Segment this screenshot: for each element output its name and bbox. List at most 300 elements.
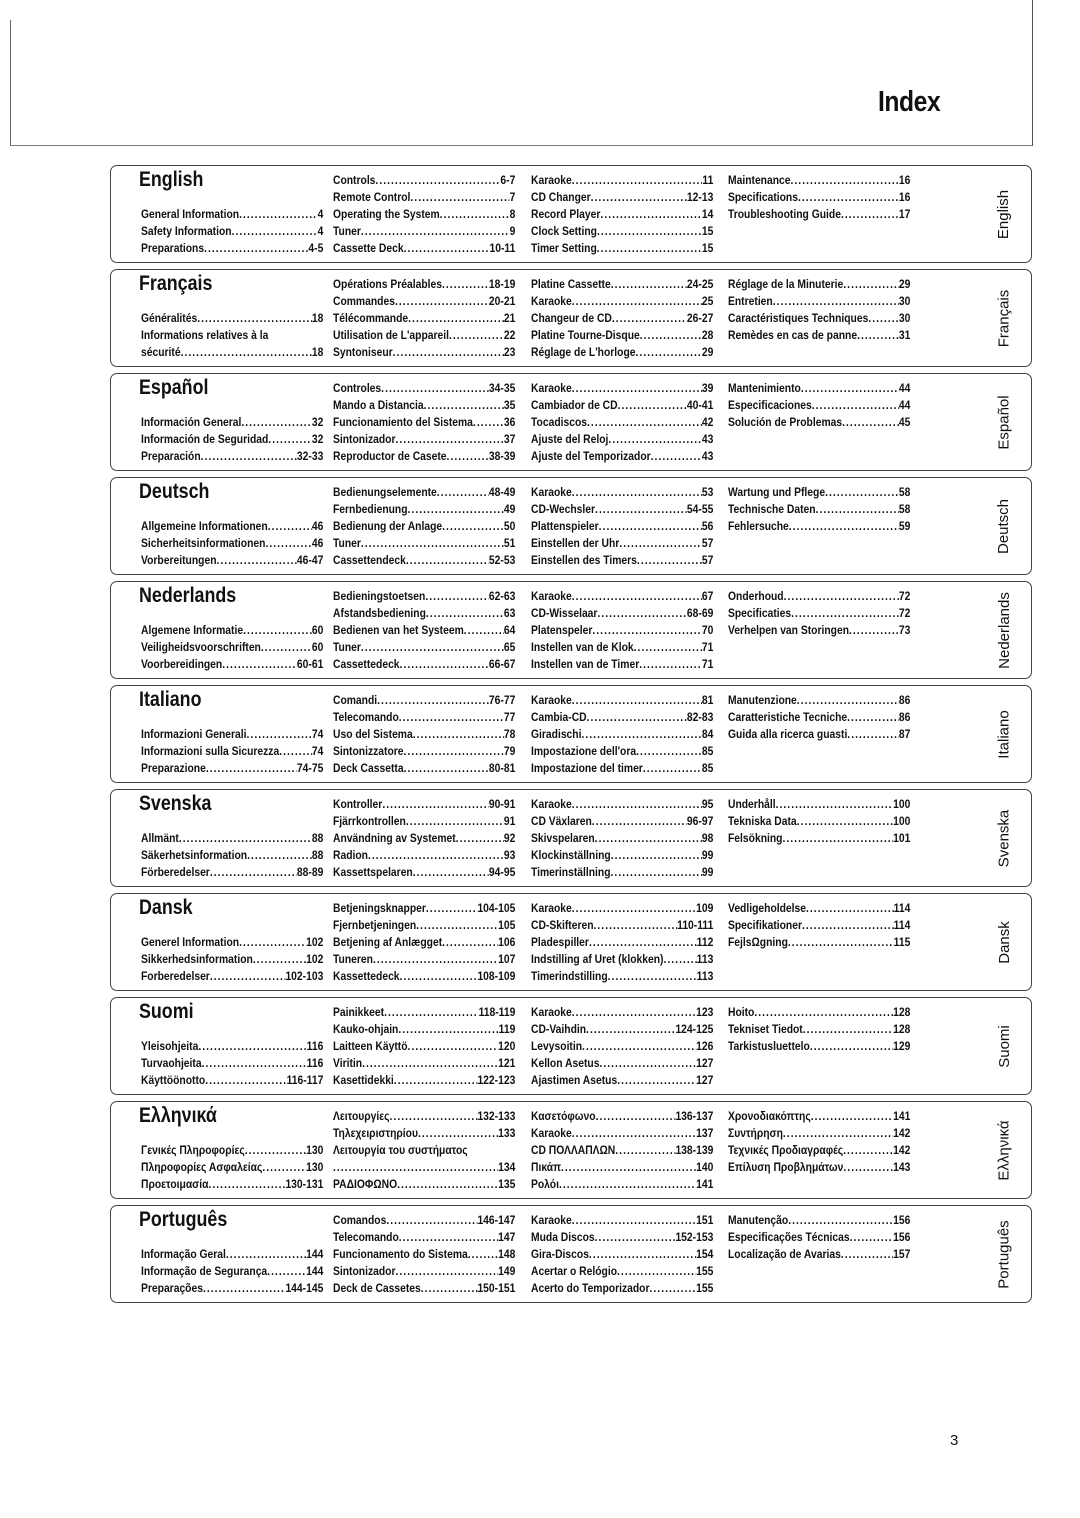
entry-name: Användning av Systemet xyxy=(333,831,456,845)
entry-page: 113 xyxy=(696,969,714,983)
index-entry xyxy=(333,172,515,188)
entry-page: 140 xyxy=(696,1160,714,1174)
entry-page: 84 xyxy=(701,727,714,741)
entry-name: Localização de Avarias xyxy=(728,1247,841,1261)
entry-page: 46 xyxy=(311,519,324,533)
dot-leader xyxy=(265,535,311,551)
index-entry xyxy=(333,414,515,430)
dot-leader xyxy=(561,1159,696,1175)
entry-name: Betjeningsknapper xyxy=(333,901,426,915)
dot-leader xyxy=(810,1038,893,1054)
entry-name: Tarkistusluettelo xyxy=(728,1039,810,1053)
entry-page: 64 xyxy=(503,623,516,637)
entry-page: 18 xyxy=(311,311,324,325)
entry-page: 138-139 xyxy=(675,1143,714,1157)
entry-page: 106 xyxy=(498,935,516,949)
language-tab-label: Español xyxy=(995,394,1013,450)
entry-name: Voorbereidingen xyxy=(141,657,223,671)
dot-leader xyxy=(572,293,702,309)
section-title: Ελληνικά xyxy=(139,1104,217,1127)
index-entry xyxy=(531,900,713,916)
index-entry xyxy=(141,830,323,846)
entry-name: Τεχνικές Προδιαγραφές xyxy=(728,1143,844,1157)
entry-page: 87 xyxy=(898,727,911,741)
index-entry xyxy=(141,622,323,638)
index-entry xyxy=(333,900,515,916)
entry-page: 11 xyxy=(702,173,714,187)
index-entry xyxy=(531,1159,713,1175)
entry-page: 127 xyxy=(696,1056,714,1070)
index-entry xyxy=(531,414,713,430)
entry-name: Specificaties xyxy=(728,606,792,620)
entry-name: Gira-Discos xyxy=(531,1247,589,1261)
section-title: Dansk xyxy=(139,896,193,919)
entry-page: 52-53 xyxy=(488,553,516,567)
dot-leader xyxy=(811,1108,893,1124)
index-entry xyxy=(531,448,713,464)
entry-name: Karaoke xyxy=(531,901,572,915)
section-title: Español xyxy=(139,376,209,399)
index-entry xyxy=(141,864,323,880)
index-entry xyxy=(728,310,910,326)
entry-name: Instellen van de Timer xyxy=(531,657,640,671)
index-entry xyxy=(531,206,713,222)
entry-page: 129 xyxy=(893,1039,911,1053)
entry-name: CD-Wechsler xyxy=(531,502,596,516)
index-entry xyxy=(728,726,910,742)
entry-name: Deck de Cassetes xyxy=(333,1281,421,1295)
entry-name: Impostazione dell'ora xyxy=(531,744,637,758)
entry-name: Specifications xyxy=(728,190,798,204)
index-section xyxy=(110,165,1032,263)
entry-page: 115 xyxy=(893,935,911,949)
index-entry xyxy=(333,796,515,812)
index-entry xyxy=(531,518,713,534)
entry-page: 73 xyxy=(898,623,911,637)
entry-page: 101 xyxy=(893,831,911,845)
index-entry xyxy=(333,864,515,880)
entry-page: 79 xyxy=(503,744,516,758)
index-entry xyxy=(333,1021,515,1037)
entry-page: 110-111 xyxy=(677,918,714,932)
dot-leader xyxy=(592,813,687,829)
index-entry xyxy=(531,951,713,967)
index-entry xyxy=(333,743,515,759)
entry-page: 9 xyxy=(509,224,516,238)
entry-page: 155 xyxy=(696,1264,714,1278)
index-entry xyxy=(728,588,910,604)
entry-page: 130 xyxy=(306,1143,324,1157)
entry-name: Karaoke xyxy=(531,381,572,395)
index-entry xyxy=(728,484,910,500)
entry-name: Λειτουργίες xyxy=(333,1109,390,1123)
dot-leader xyxy=(592,622,701,638)
entry-page: 32 xyxy=(311,415,324,429)
index-section xyxy=(110,1101,1032,1199)
dot-leader xyxy=(279,743,312,759)
index-entry xyxy=(333,622,515,638)
index-entry xyxy=(531,709,713,725)
entry-name: Impostazione del timer xyxy=(531,761,643,775)
dot-leader xyxy=(395,293,489,309)
entry-page: 72 xyxy=(898,606,911,620)
entry-page: 126 xyxy=(696,1039,714,1053)
entry-name: Laitteen Käyttö xyxy=(333,1039,408,1053)
entry-name: Tuner xyxy=(333,640,361,654)
index-entry xyxy=(333,1246,515,1262)
dot-leader xyxy=(663,951,696,967)
entry-name: Sicherheitsinformationen xyxy=(141,536,266,550)
entry-page: 30 xyxy=(898,294,911,308)
dot-leader xyxy=(572,900,696,916)
entry-page: 88-89 xyxy=(296,865,324,879)
index-entry xyxy=(531,293,713,309)
dot-leader xyxy=(784,588,899,604)
entry-page: 8 xyxy=(509,207,516,221)
dot-leader xyxy=(406,552,489,568)
entry-name: Kasettidekki xyxy=(333,1073,394,1087)
entry-page: 135 xyxy=(498,1177,516,1191)
dot-leader xyxy=(408,1038,499,1054)
index-entry xyxy=(333,813,515,829)
dot-leader xyxy=(447,448,489,464)
index-entry xyxy=(728,934,910,950)
index-entry xyxy=(141,639,323,655)
dot-leader xyxy=(791,172,899,188)
dot-leader xyxy=(581,726,701,742)
dot-leader xyxy=(239,206,318,222)
entry-name: Comandos xyxy=(333,1213,387,1227)
dot-leader xyxy=(572,692,702,708)
entry-page: 29 xyxy=(898,277,911,291)
index-entry xyxy=(141,552,323,568)
index-entry xyxy=(141,1176,323,1192)
dot-leader xyxy=(847,709,899,725)
entry-page: 100 xyxy=(893,814,911,828)
entry-page: 60 xyxy=(311,623,324,637)
entry-name: CD-Skifteren xyxy=(531,918,594,932)
entry-page: 71 xyxy=(701,640,714,654)
entry-name: Fjärrkontrollen xyxy=(333,814,406,828)
index-entry xyxy=(531,639,713,655)
entry-page: 114 xyxy=(893,901,911,915)
page-number: 3 xyxy=(950,1432,959,1449)
dot-leader xyxy=(393,344,504,360)
entry-name: Afstandsbediening xyxy=(333,606,426,620)
language-tab xyxy=(989,478,1019,574)
header-frame-left xyxy=(10,20,11,145)
dot-leader xyxy=(373,951,498,967)
index-entry xyxy=(141,726,323,742)
dot-leader xyxy=(217,552,297,568)
entry-name: Informação de Segurança xyxy=(141,1264,268,1278)
language-tab-label: Nederlands xyxy=(995,591,1013,669)
dot-leader xyxy=(843,1142,893,1158)
index-entry xyxy=(141,1263,323,1279)
entry-page: 132-133 xyxy=(477,1109,516,1123)
index-entry xyxy=(728,189,910,205)
entry-name: Säkerhetsinformation xyxy=(141,848,248,862)
entry-name: Preparações xyxy=(141,1281,203,1295)
dot-leader xyxy=(868,310,899,326)
index-entry xyxy=(531,830,713,846)
entry-name: Pladespiller xyxy=(531,935,589,949)
dot-leader xyxy=(267,1263,306,1279)
entry-name: Bedienung der Anlage xyxy=(333,519,443,533)
entry-page: 134 xyxy=(498,1160,516,1174)
entry-name: Onderhoud xyxy=(728,589,784,603)
index-entry xyxy=(531,344,713,360)
dot-leader xyxy=(572,1125,696,1141)
dot-leader xyxy=(208,1176,285,1192)
index-entry xyxy=(141,656,323,672)
entry-page: 156 xyxy=(893,1213,911,1227)
entry-page: 143 xyxy=(893,1160,911,1174)
entry-name: Bedieningstoetsen xyxy=(333,589,426,603)
entry-page: 96-97 xyxy=(686,814,714,828)
index-entry xyxy=(728,1038,910,1054)
entry-name: Tekniset Tiedot xyxy=(728,1022,803,1036)
entry-name: Preparación xyxy=(141,449,201,463)
entry-name: Deck Cassetta xyxy=(333,761,404,775)
entry-name: Información de Seguridad xyxy=(141,432,269,446)
index-entry xyxy=(333,605,515,621)
entry-page: 40-41 xyxy=(686,398,714,412)
entry-page: 148 xyxy=(498,1247,516,1261)
dot-leader xyxy=(404,240,490,256)
entry-page: 105 xyxy=(498,918,516,932)
index-entry xyxy=(333,552,515,568)
index-entry xyxy=(141,414,323,430)
entry-name: Sikkerhedsinformation xyxy=(141,952,253,966)
dot-leader xyxy=(843,1159,893,1175)
entry-page: 65 xyxy=(503,640,516,654)
entry-page: 147 xyxy=(498,1230,516,1244)
index-entry xyxy=(333,1038,515,1054)
entry-name: Allgemeine Informationen xyxy=(141,519,268,533)
index-entry xyxy=(728,397,910,413)
entry-page: 4 xyxy=(317,207,324,221)
language-tab xyxy=(989,582,1019,678)
entry-name: Hoito xyxy=(728,1005,755,1019)
dot-leader xyxy=(617,1072,696,1088)
entry-page: 114 xyxy=(893,918,911,932)
entry-name: Kontroller xyxy=(333,797,383,811)
entry-name: Información General xyxy=(141,415,242,429)
index-entry xyxy=(728,605,910,621)
entry-name: Wartung und Pflege xyxy=(728,485,826,499)
section-title: Français xyxy=(139,272,213,295)
entry-page: 43 xyxy=(701,432,714,446)
entry-page: 23 xyxy=(503,345,516,359)
index-entry xyxy=(333,1004,515,1020)
entry-page: 57 xyxy=(701,553,714,567)
entry-name: Timerinställning xyxy=(531,865,611,879)
entry-name: CD-Vaihdin xyxy=(531,1022,587,1036)
entry-page: 18-19 xyxy=(488,277,516,291)
entry-page: 39 xyxy=(701,381,714,395)
index-entry xyxy=(333,1072,515,1088)
dot-leader xyxy=(399,1229,498,1245)
entry-name: Timerindstilling xyxy=(531,969,608,983)
dot-leader xyxy=(205,1072,286,1088)
index-entry xyxy=(141,344,323,360)
index-entry xyxy=(333,240,515,256)
entry-name: Cassettedeck xyxy=(333,657,400,671)
dot-leader xyxy=(589,934,697,950)
entry-name: Preparazione xyxy=(141,761,206,775)
entry-page: 93 xyxy=(503,848,516,862)
entry-name: Manutenzione xyxy=(728,693,797,707)
index-entry xyxy=(728,1142,910,1158)
dot-leader xyxy=(464,622,504,638)
index-entry xyxy=(333,1055,515,1071)
entry-page: 152-153 xyxy=(675,1230,714,1244)
index-entry xyxy=(141,240,323,256)
entry-name: Mando a Distancia xyxy=(333,398,424,412)
dot-leader xyxy=(449,327,504,343)
dot-leader xyxy=(594,917,678,933)
dot-leader xyxy=(247,726,312,742)
entry-page: 58 xyxy=(898,502,911,516)
entry-name: Felsökning xyxy=(728,831,783,845)
dot-leader xyxy=(381,380,489,396)
entry-name: Caratteristiche Tecniche xyxy=(728,710,848,724)
entry-name: Technische Daten xyxy=(728,502,816,516)
entry-name: Giradischi xyxy=(531,727,582,741)
index-entry xyxy=(531,189,713,205)
index-entry xyxy=(531,1125,713,1141)
index-entry xyxy=(728,501,910,517)
index-section xyxy=(110,997,1032,1095)
entry-page: 104-105 xyxy=(477,901,516,915)
entry-name: Betjening af Anlægget xyxy=(333,935,443,949)
dot-leader xyxy=(239,934,306,950)
dot-leader xyxy=(595,830,702,846)
entry-page: 71 xyxy=(701,657,714,671)
entry-page: 113 xyxy=(696,952,714,966)
dot-leader xyxy=(232,223,318,239)
entry-name: Karaoke xyxy=(531,1005,572,1019)
index-entry xyxy=(728,518,910,534)
dot-leader xyxy=(589,1246,696,1262)
index-entry xyxy=(333,518,515,534)
entry-name: Turvaohjeita xyxy=(141,1056,202,1070)
entry-name: Yleisohjeita xyxy=(141,1039,199,1053)
dot-leader xyxy=(386,1212,477,1228)
dot-leader xyxy=(456,830,504,846)
index-entry xyxy=(333,639,515,655)
dot-leader xyxy=(611,864,702,880)
index-entry xyxy=(728,1159,910,1175)
dot-leader xyxy=(841,206,899,222)
index-entry xyxy=(728,622,910,638)
entry-page: 4-5 xyxy=(308,241,324,255)
entry-page: 36 xyxy=(503,415,516,429)
dot-leader xyxy=(636,344,702,360)
index-entry xyxy=(531,917,713,933)
index-entry xyxy=(531,726,713,742)
index-entry xyxy=(333,448,515,464)
section-title: Português xyxy=(139,1208,228,1231)
dot-leader xyxy=(362,1055,498,1071)
entry-name: Manutenção xyxy=(728,1213,789,1227)
dot-leader xyxy=(595,1229,676,1245)
entry-name: Platine Cassette xyxy=(531,277,611,291)
entry-page: 74-75 xyxy=(296,761,324,775)
dot-leader xyxy=(253,951,306,967)
dot-leader xyxy=(203,1280,285,1296)
entry-page: 59 xyxy=(898,519,911,533)
dot-leader xyxy=(802,917,894,933)
entry-name: Χρονοδιακόπτης xyxy=(728,1109,811,1123)
entry-name: Opérations Préalables xyxy=(333,277,442,291)
dot-leader xyxy=(842,414,899,430)
entry-page: 67 xyxy=(701,589,714,603)
entry-page: 44 xyxy=(898,381,911,395)
entry-name: Ajuste del Temporizador xyxy=(531,449,651,463)
entry-page: 10-11 xyxy=(489,241,516,255)
entry-name: Algemene Informatie xyxy=(141,623,244,637)
entry-name: Πληροφορίες Ασφαλείας xyxy=(141,1160,263,1174)
entry-name: Kassettedeck xyxy=(333,969,400,983)
entry-page: 102-103 xyxy=(285,969,324,983)
entry-name: Mantenimiento xyxy=(728,381,801,395)
entry-page: 95 xyxy=(701,797,714,811)
dot-leader xyxy=(596,1108,676,1124)
dot-leader xyxy=(843,276,899,292)
index-entry xyxy=(531,1038,713,1054)
index-entry xyxy=(531,656,713,672)
index-entry xyxy=(728,1108,910,1124)
entry-page: 85 xyxy=(701,744,714,758)
index-entry xyxy=(531,692,713,708)
index-entry xyxy=(333,1176,515,1192)
index-entry xyxy=(141,431,323,447)
dot-leader xyxy=(241,414,311,430)
entry-name: CD-Wisselaar xyxy=(531,606,598,620)
entry-page: 109 xyxy=(696,901,714,915)
language-tab-label: Deutsch xyxy=(995,498,1013,554)
entry-name: Tuner xyxy=(333,536,361,550)
entry-page: 142 xyxy=(893,1143,911,1157)
dot-leader xyxy=(442,934,498,950)
dot-leader xyxy=(599,518,702,534)
dot-leader xyxy=(816,501,899,517)
dot-leader xyxy=(179,830,312,846)
entry-name: Instellen van de Klok xyxy=(531,640,634,654)
entry-page: 142 xyxy=(893,1126,911,1140)
index-entry xyxy=(531,605,713,621)
entry-page: 26-27 xyxy=(686,311,714,325)
dot-leader xyxy=(437,484,489,500)
entry-name: Clock Setting xyxy=(531,224,597,238)
entry-page: 102 xyxy=(306,935,324,949)
dot-leader xyxy=(198,1038,306,1054)
index-entry xyxy=(333,310,515,326)
entry-name: Προετοιμασία xyxy=(141,1177,209,1191)
dot-leader xyxy=(825,484,899,500)
entry-page: 70 xyxy=(701,623,714,637)
entry-page: 17 xyxy=(898,207,911,221)
entry-name: Γενικές Πληροφορίες xyxy=(141,1143,245,1157)
index-entry xyxy=(728,380,910,396)
dot-leader xyxy=(384,1004,479,1020)
entry-page: 120 xyxy=(498,1039,516,1053)
entry-page: 15 xyxy=(701,241,714,255)
entry-name: Cassettendeck xyxy=(333,553,406,567)
language-tab xyxy=(989,1206,1019,1302)
